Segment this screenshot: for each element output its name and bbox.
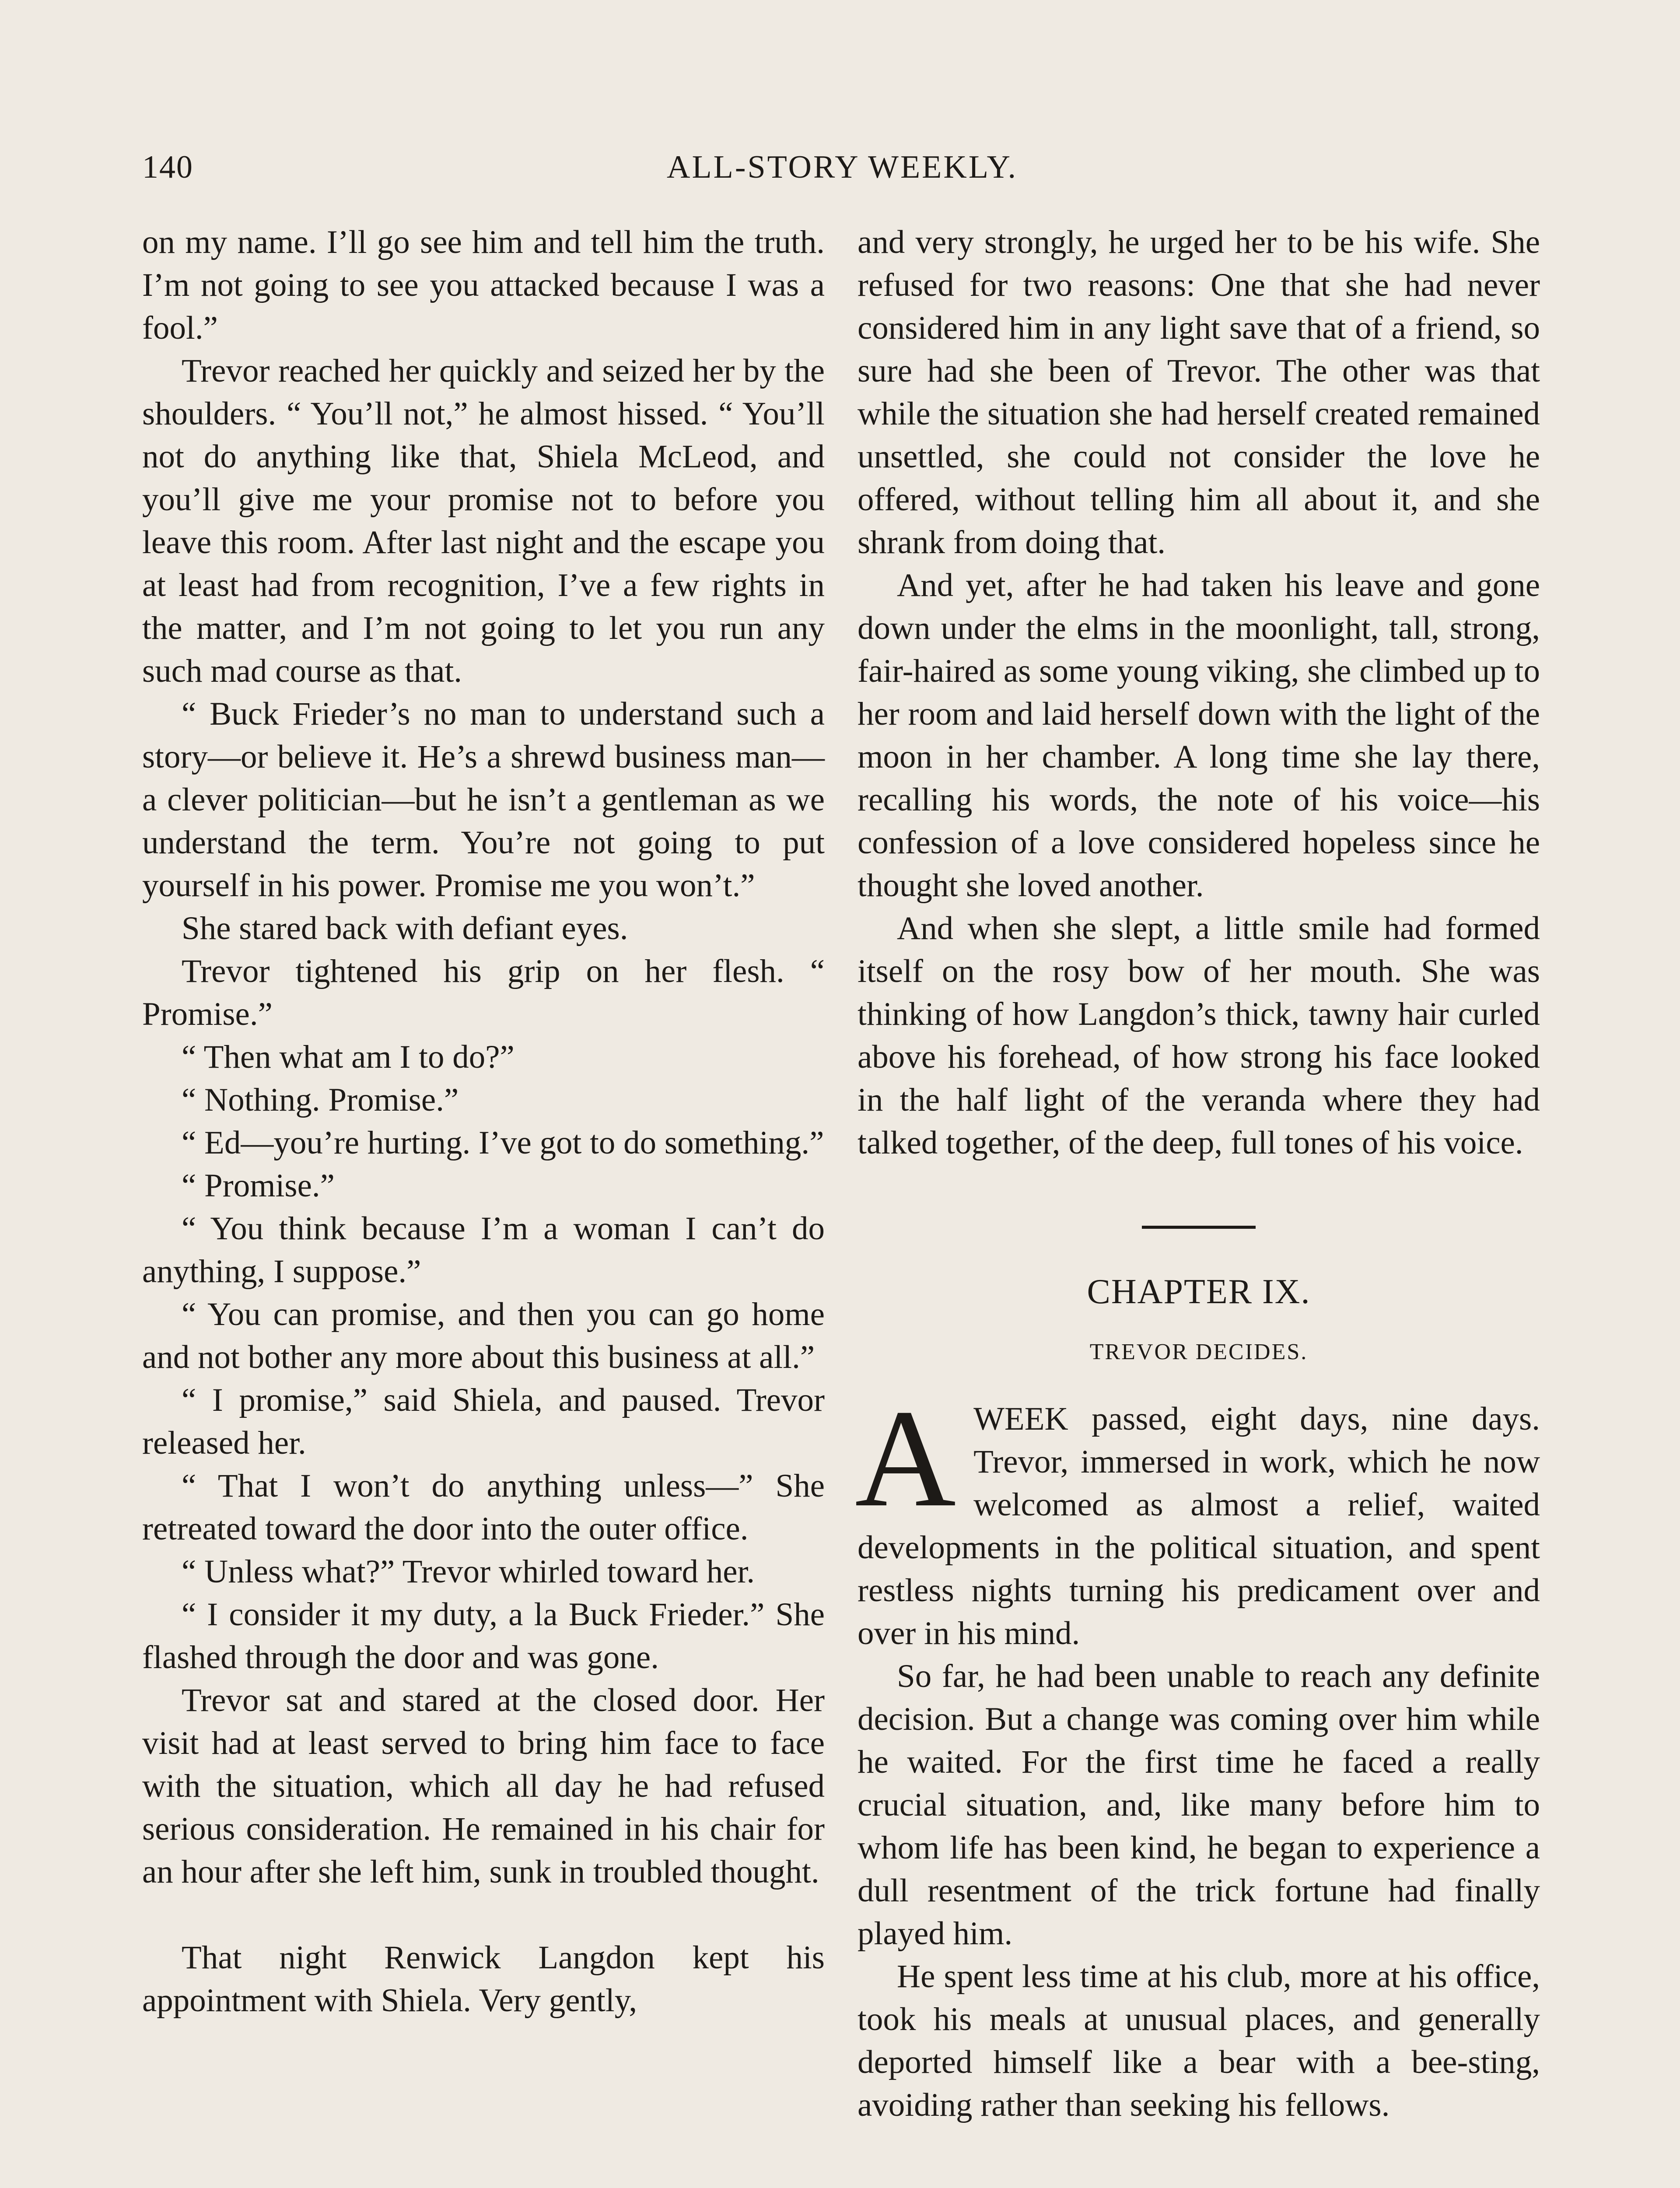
paragraph: Trevor tightened his grip on her flesh. “ Promise.” <box>142 953 825 1032</box>
drop-cap: A <box>855 1381 956 1536</box>
magazine-title: ALL-STORY WEEKLY. <box>667 149 1018 185</box>
paragraph: “ I consider it my duty, a la Buck Frieder.” She flashed through the door and was gone. <box>142 1596 825 1676</box>
section-divider <box>1142 1226 1256 1229</box>
page-number: 140 <box>142 149 193 185</box>
paragraph: Trevor reached her quickly and seized her by the shoulders. “ You’ll not,” he almost hissed. “ You’ll not do anything like that, Shiela McLeod, and you’ll give me your promise not to before you leave this room. After last night and the escape you at least had from recognition, I’ve a few rights in the matter, and I’m not going to let you run any such mad course as that. <box>142 353 825 689</box>
paragraph: “ Unless what?” Trevor whirled toward her. <box>182 1553 755 1590</box>
paragraph: “ You think because I’m a woman I can’t do anything, I suppose.” <box>142 1210 825 1290</box>
paragraph: She stared back with defiant eyes. <box>182 910 628 947</box>
paragraph: “ Ed—you’re hurting. I’ve got to do something.” <box>182 1125 824 1161</box>
paragraph: Trevor sat and stared at the closed door. Her visit had at least served to bring him face to face with the situation, which all day he had refused serious consideration. He remained in his chair for an hour after she left him, sunk in troubled thought. <box>142 1682 825 1890</box>
paragraph: “ I promise,” said Shiela, and paused. Trevor released her. <box>142 1382 825 1461</box>
right-column <box>855 221 1540 2127</box>
paragraph: “ Nothing. Promise.” <box>182 1082 459 1118</box>
running-head <box>142 149 1542 193</box>
paragraph: He spent less time at his club, more at his office, took his meals at unusual places, and generally deported himself like a bear with a bee-sting, avoiding rather than seeking his fellows. <box>858 1958 1540 2123</box>
paragraph: And when she slept, a little smile had formed itself on the rosy bow of her mouth. She was thinking of how Langdon’s thick, tawny hair curled above his forehead, of how strong his face looked in the half light of the veranda where they had talked together, of the deep, full tones of his voice. <box>858 910 1540 1161</box>
chapter-opening-paragraph <box>855 1381 1540 1655</box>
paragraph: and very strongly, he urged her to be his wife. She refused for two reasons: One that she had never considered him in any light save that of a friend, so sure had she been of Trevor. The other was that while the situation she had herself created remained unsettled, she could not consider the love he offered, without telling him all about it, and she shrank from doing that. <box>858 224 1540 561</box>
paragraph: And yet, after he had taken his leave and gone down under the elms in the moonlight, tall, strong, fair-haired as some young viking, she climbed up to her room and laid herself down with the light of the moon in her chamber. A long time she lay there, recalling his words, the note of his voice—his confession of a love considered hopeless since he thought she loved another. <box>858 567 1540 904</box>
chapter-title: CHAPTER IX. <box>1087 1273 1311 1311</box>
paragraph: That night Renwick Langdon kept his appointment with Shiela. Very gently, <box>142 1939 825 2019</box>
paragraph: on my name. I’ll go see him and tell him the truth. I’m not going to see you attacked because I was a fool.” <box>142 224 825 346</box>
chapter-opening-text: WEEK passed, eight days, nine days. Trevor, immersed in work, which he now welcomed as almost a relief, waited developments in the political situation, and spent restless nights turning his predicament over and over in his mind. <box>858 1401 1540 1652</box>
left-column <box>142 221 825 2022</box>
chapter-subtitle: TREVOR DECIDES. <box>1089 1339 1308 1364</box>
paragraph: So far, he had been unable to reach any definite decision. But a change was coming over him while he waited. For the first time he faced a really crucial situation, and, like many before him to whom life has been kind, he began to experience a dull resentment of the trick fortune had finally played him. <box>858 1658 1540 1952</box>
paragraph: “ You can promise, and then you can go home and not bother any more about this business at all.” <box>142 1296 825 1375</box>
paragraph: “ Then what am I to do?” <box>182 1039 514 1075</box>
paragraph: “ Promise.” <box>182 1168 335 1204</box>
paragraph: “ That I won’t do anything unless—” She retreated toward the door into the outer office. <box>142 1468 825 1547</box>
paragraph: “ Buck Frieder’s no man to understand such a story—or believe it. He’s a shrewd business man—a clever politician—but he isn’t a gentleman as we understand the term. You’re not going to put yourself in his power. Promise me you won’t.” <box>142 696 825 904</box>
